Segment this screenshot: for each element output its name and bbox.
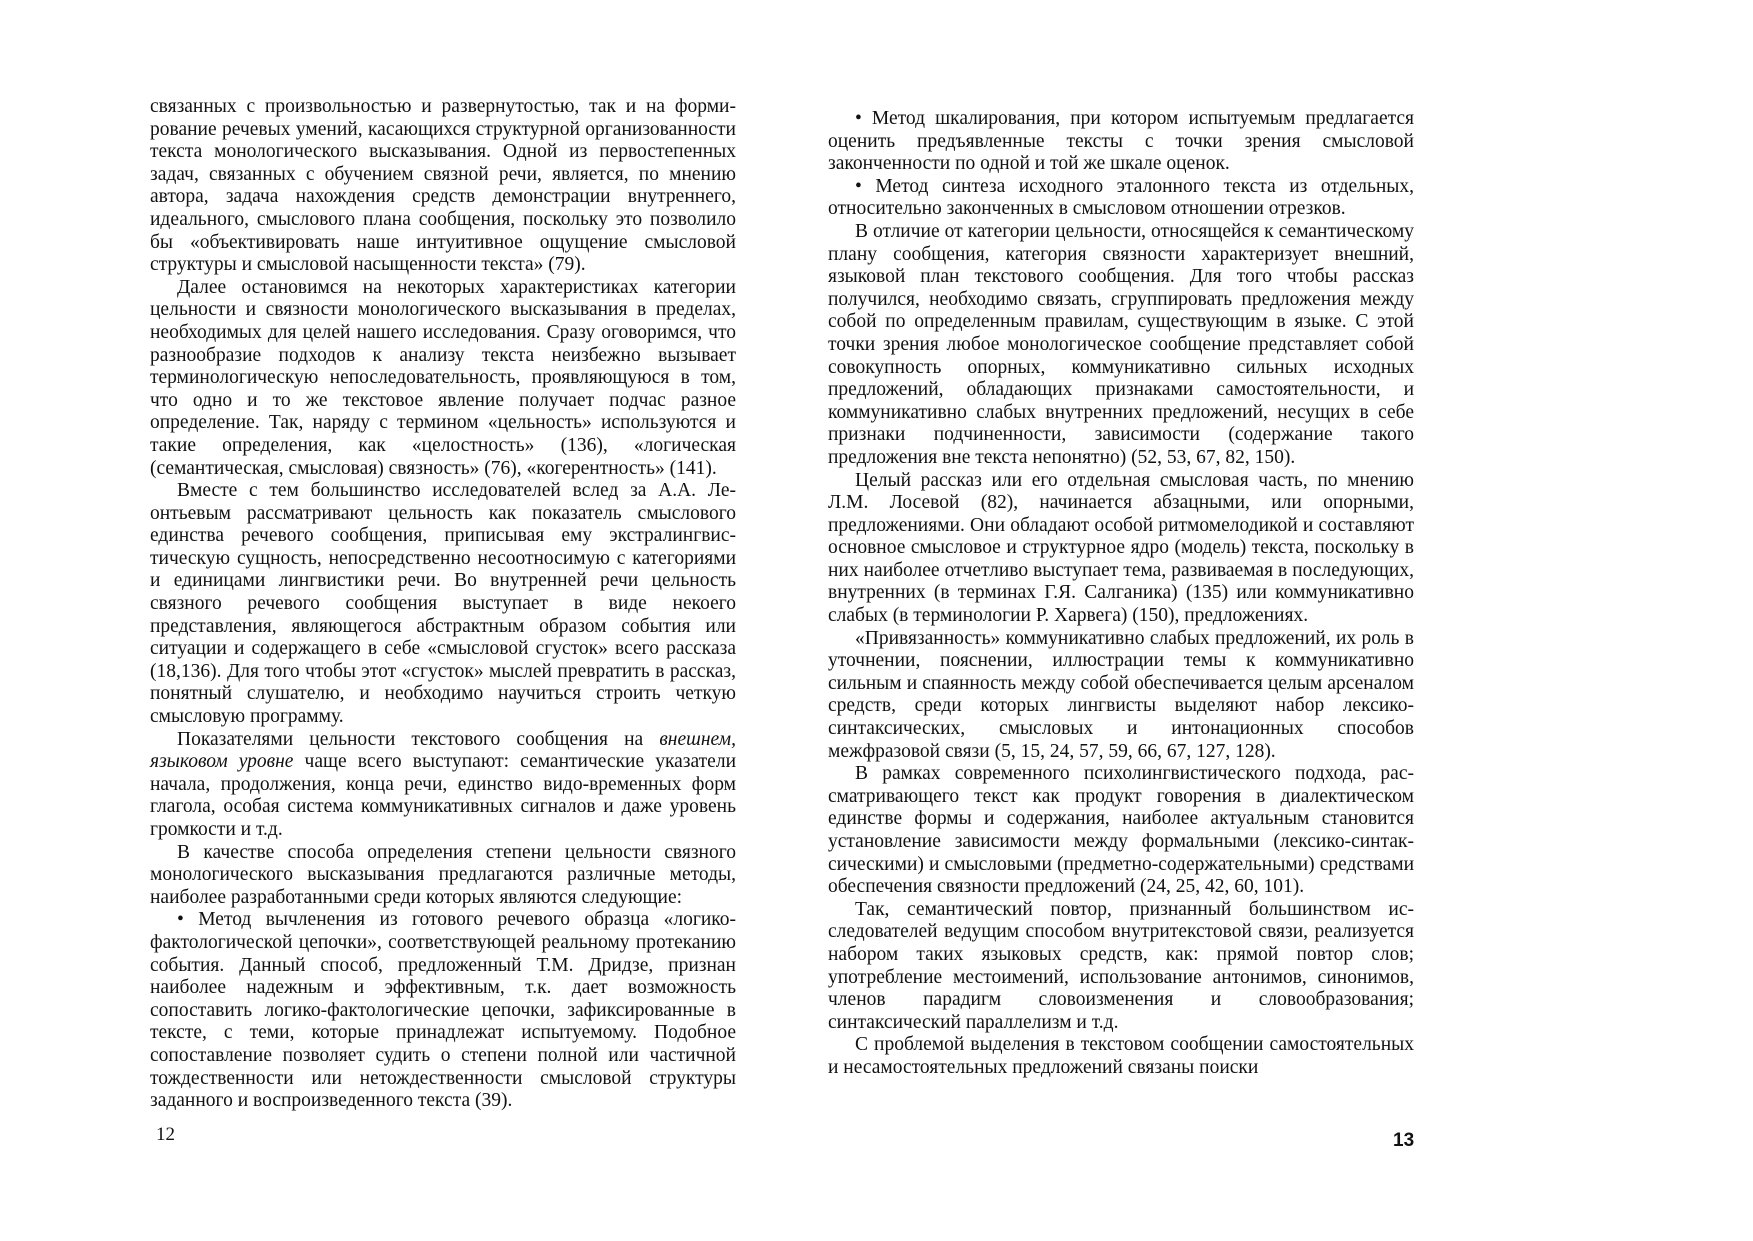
paragraph: Далее остановимся на некоторых характеристиках категории цельности и связности монологического высказывания в пределах, необходимых для целей нашего исследования. Сразу оговоримся, что разнообразие подходов к анализу текста неизбежно вызывает терминологическую непоследовательность, проявляющуюся в том, что одно и то же текстовое явление получает подчас разное определение. Так, наряду с термином «цельность» используются и такие определения, как «целостность» (136), «логическая (семантическая, смысловая) связность» (76), «когерентность» (141).: [150, 276, 736, 479]
paragraph: В рамках современного психолингвистического подхода, рассматривающего текст как продукт говорения в диалектическом единстве формы и содержания, наиболее актуальным становится установление зависимости между формальными (лексико-синтаксическими) и смысловыми (предметно-содержательными) средствами обеспечения связности предложений (24, 25, 42, 60, 101).: [828, 763, 1414, 898]
paragraph-text: чаще всего выступают: семантические указатели начала, продолжения, конца речи, единство видо-временных форм глагола, особая система коммуникативных сигналов и даже уровень громкости и т.д.: [150, 751, 737, 840]
bullet-paragraph: • Метод шкалирования, при котором испытуемым предлагается оценить предъявленные тексты с точки зрения смысловой законченности по одной и той же шкале оценок.: [828, 108, 1414, 175]
emphasized-text: внешнем, языковом уровне: [150, 728, 736, 773]
paragraph: В качестве способа определения степени цельности связного монологического высказывания предлагаются различные методы, наиболее разработанными среди которых являются следующие:: [150, 841, 736, 908]
bullet-paragraph: • Метод вычленения из готового речевого образца «логико-фактологической цепочки», соответствующей реальному протеканию события. Данный способ, предложенный Т.М. Дридзе, признан наиболее надежным и эффективным, т.к. дает возможность сопоставить логико-фактологические цепочки, зафиксированные в тексте, с теми, которые принадлежат испытуемому. Подобное сопоставление позволяет судить о степени полной или частичной тождественности или нетождественности смысловой структуры заданного и воспроизведенного текста (39).: [150, 909, 736, 1112]
paragraph: С проблемой выделения в текстовом сообщении самостоятельных и несамостоятельных предложений связаны поиски: [828, 1034, 1414, 1078]
paragraph: связанных с произвольностью и развернутостью, так и на формирование речевых умений, касающихся структурной организованности текста монологического высказывания. Одной из первостепенных задач, связанных с обучением связной речи, является, по мнению автора, задача нахождения средств демонстрации внутреннего, идеального, смыслового плана сообщения, поскольку это позволило бы «объективировать наше интуитивное ощущение смысловой структуры и смысловой насыщенности текста» (79).: [150, 96, 736, 276]
paragraph: [150, 729, 736, 842]
paragraph: «Привязанность» коммуникативно слабых предложений, их роль в уточнении, пояснении, иллюстрации темы к коммуникативно сильным и спаянность между собой обеспечивается целым арсеналом средств, среди которых лингвисты выделяют набор лексико-синтаксических, смысловых и интонационных способов межфразовой связи (5, 15, 24, 57, 59, 66, 67, 127, 128).: [828, 627, 1414, 762]
page-number-right: 13: [1393, 1130, 1415, 1151]
bullet-paragraph: • Метод синтеза исходного эталонного текста из отдельных, относительно законченных в смысловом отношении отрезков.: [828, 175, 1414, 220]
paragraph-text: Показателями цельности текстового сообщения на: [177, 728, 660, 750]
page-number-left: 12: [156, 1124, 175, 1145]
paragraph: Вместе с тем большинство исследователей вслед за А.А. Леонтьевым рассматривают цельность как показатель смыслового единства речевого сообщения, приписывая ему экстралингвистическую сущность, непосредственно несоотносимую с категориями и единицами лингвистики речи. Во внутренней речи цельность связного речевого сообщения выступает в виде некоего представления, являющегося абстрактным образом события или ситуации и содержащего в себе «смысловой сгусток» всего рассказа (18,136). Для того чтобы этот «сгусток» мыслей превратить в рассказ, понятный слушателю, и необходимо научиться строить четкую смысловую программу.: [150, 480, 736, 728]
paragraph: Так, семантический повтор, признанный большинством исследователей ведущим способом внутритекстовой связи, реализуется набором таких языковых средств, как: прямой повтор слов; употребление местоимений, использование антонимов, синонимов, членов парадигм словоизменения и словообразования; синтаксический параллелизм и т.д.: [828, 898, 1414, 1033]
left-page-text: [150, 96, 736, 1113]
paragraph: Целый рассказ или его отдельная смысловая часть, по мнению Л.М. Лосевой (82), начинается абзацными, или опорными, предложениями. Они обладают особой ритмомелодикой и составляют основное смысловое и структурное ядро (модель) текста, поскольку в них наиболее отчетливо выступает тема, развиваемая в последующих, внутренних (в терминах Г.Я. Салганика) (135) или коммуникативно слабых (в терминологии Р. Харвега) (150), предложениях.: [828, 469, 1414, 627]
paragraph: В отличие от категории цельности, относящейся к семантическому плану сообщения, категория связности характеризует внешний, языковой план текстового сообщения. Для того чтобы рассказ получился, необходимо связать, сгруппировать предложения между собой по определенным правилам, существующим в языке. С этой точки зрения любое монологическое сообщение представляет собой совокупность опорных, коммуникативно сильных исходных предложений, обладающих признаками самостоятельности, и коммуникативно слабых внутренних предложений, несущих в себе признаки подчиненности, зависимости (содержание такого предложения вне текста непонятно) (52, 53, 67, 82, 150).: [828, 220, 1414, 468]
right-page-text: [828, 108, 1414, 1080]
